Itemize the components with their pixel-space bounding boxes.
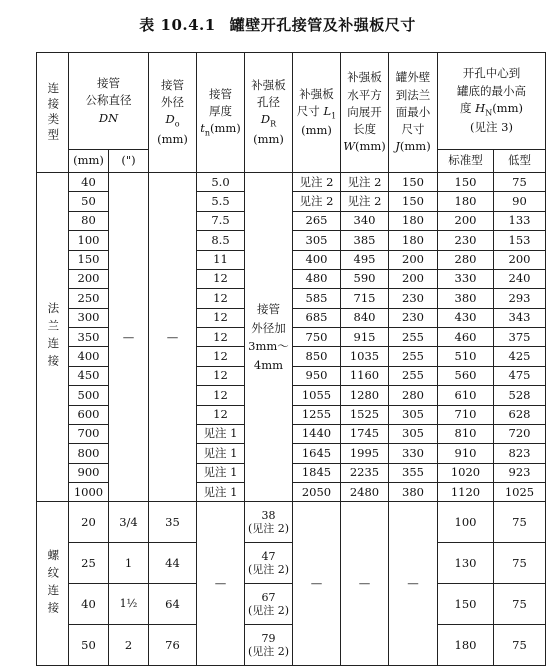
table-cell: 47 (见注 2)	[245, 543, 293, 584]
table-cell: 12	[197, 269, 245, 288]
thread-section	[37, 502, 546, 666]
table-cell: 1645	[293, 444, 341, 463]
flange-type-label: 法兰连接	[37, 173, 69, 502]
table-cell: 810	[438, 424, 494, 443]
table-cell: 250	[69, 289, 109, 308]
table-cell: 230	[389, 308, 438, 327]
table-cell: 见注 2	[293, 192, 341, 211]
table-cell: 528	[494, 386, 546, 405]
table-cell: 12	[197, 405, 245, 424]
header-plate-width: 补强板 水平方 向展开 长度 W(mm)	[341, 53, 389, 173]
table-cell: 1035	[341, 347, 389, 366]
table-cell: 430	[438, 308, 494, 327]
flange-inch-dash: —	[109, 173, 149, 502]
table-cell: 133	[494, 211, 546, 230]
thread-j-dash: —	[389, 502, 438, 666]
table-cell: 7.5	[197, 211, 245, 230]
table-cell: 910	[438, 444, 494, 463]
table-cell: 见注 2	[341, 192, 389, 211]
table-cell: 305	[389, 424, 438, 443]
table-cell: 8.5	[197, 231, 245, 250]
table-cell: 200	[389, 269, 438, 288]
table-cell: 150	[389, 192, 438, 211]
table-cell: 75	[494, 502, 546, 543]
table-cell: 90	[494, 192, 546, 211]
table-cell: 585	[293, 289, 341, 308]
table-cell: 500	[69, 386, 109, 405]
flange-hole-common: 接管 外径加 3mm～ 4mm	[245, 173, 293, 502]
table-cell: 130	[438, 543, 494, 584]
table-cell: 240	[494, 269, 546, 288]
table-cell: 75	[494, 543, 546, 584]
table-cell: 5.0	[197, 173, 245, 192]
table-cell: 385	[341, 231, 389, 250]
table-cell: 见注 1	[197, 483, 245, 502]
header-od: 接管 外径 $D_o$ (mm)	[149, 53, 197, 173]
table-cell: 180	[438, 192, 494, 211]
table-cell: 450	[69, 366, 109, 385]
table-cell: 1120	[438, 483, 494, 502]
table-cell: 380	[389, 483, 438, 502]
table-cell: 560	[438, 366, 494, 385]
table-number: 表 10.4.1	[139, 16, 216, 34]
table-cell: 2050	[293, 483, 341, 502]
header-low: 低型	[494, 150, 546, 173]
table-cell: 35	[149, 502, 197, 543]
table-cell: 230	[438, 231, 494, 250]
table-cell: 915	[341, 328, 389, 347]
table-cell: 2480	[341, 483, 389, 502]
table-cell: 75	[494, 173, 546, 192]
table-cell: 1	[109, 543, 149, 584]
table-cell: 265	[293, 211, 341, 230]
thread-tn-dash: —	[197, 502, 245, 666]
table-caption: 罐壁开孔接管及补强板尺寸	[229, 16, 416, 34]
table-cell: 180	[389, 211, 438, 230]
table-cell: 750	[293, 328, 341, 347]
table-cell: 1000	[69, 483, 109, 502]
table-cell: 425	[494, 347, 546, 366]
table-cell: 375	[494, 328, 546, 347]
table-cell: 350	[69, 328, 109, 347]
table-cell: 300	[69, 308, 109, 327]
table-cell: 38 (见注 2)	[245, 502, 293, 543]
table-cell: 40	[69, 584, 109, 625]
table-cell: 见注 1	[197, 463, 245, 482]
table-cell: 44	[149, 543, 197, 584]
header-min-height: 开孔中心到 罐底的最小高 度 $H_N(mm)$ (见注 3)	[438, 53, 546, 150]
thread-w-dash: —	[341, 502, 389, 666]
table-cell: 1½	[109, 584, 149, 625]
table-cell: 710	[438, 405, 494, 424]
table-cell: 255	[389, 347, 438, 366]
table-cell: 380	[438, 289, 494, 308]
table-cell: 475	[494, 366, 546, 385]
table-cell: 5.5	[197, 192, 245, 211]
table-cell: 20	[69, 502, 109, 543]
table-cell: 80	[69, 211, 109, 230]
table-cell: 100	[69, 231, 109, 250]
table-cell: 1995	[341, 444, 389, 463]
pipe-nozzle-table	[36, 52, 546, 666]
header-thickness: 接管 厚度 $t_n(mm)$	[197, 53, 245, 173]
header-unit-inch: (")	[109, 150, 149, 173]
table-cell: 600	[69, 405, 109, 424]
table-cell: 2235	[341, 463, 389, 482]
thread-type-label: 螺纹连接	[37, 502, 69, 666]
table-cell: 495	[341, 250, 389, 269]
table-cell: 见注 1	[197, 444, 245, 463]
table-cell: 1845	[293, 463, 341, 482]
table-cell: 153	[494, 231, 546, 250]
table-cell: 305	[293, 231, 341, 250]
table-cell: 340	[341, 211, 389, 230]
table-cell: 12	[197, 308, 245, 327]
table-cell: 700	[69, 424, 109, 443]
table-cell: 1255	[293, 405, 341, 424]
table-cell: 3/4	[109, 502, 149, 543]
table-cell: 293	[494, 289, 546, 308]
table-cell: 355	[389, 463, 438, 482]
table-cell: 11	[197, 250, 245, 269]
table-cell: 850	[293, 347, 341, 366]
table-cell: 12	[197, 328, 245, 347]
table-cell: 610	[438, 386, 494, 405]
table-cell: 900	[69, 463, 109, 482]
table-cell: 12	[197, 386, 245, 405]
table-cell: 79 (见注 2)	[245, 625, 293, 666]
table-cell: 180	[438, 625, 494, 666]
table-cell: 1055	[293, 386, 341, 405]
header-standard: 标准型	[438, 150, 494, 173]
table-cell: 50	[69, 625, 109, 666]
table-cell: 见注 1	[197, 424, 245, 443]
table-cell: 见注 2	[293, 173, 341, 192]
header-unit-mm: (mm)	[69, 150, 109, 173]
table-cell: 150	[389, 173, 438, 192]
table-cell: 1280	[341, 386, 389, 405]
table-cell: 1745	[341, 424, 389, 443]
table-cell: 840	[341, 308, 389, 327]
table-cell: 685	[293, 308, 341, 327]
table-cell: 64	[149, 584, 197, 625]
table-cell: 823	[494, 444, 546, 463]
table-cell: 255	[389, 328, 438, 347]
table-cell: 150	[438, 584, 494, 625]
table-cell: 280	[389, 386, 438, 405]
header-flange-distance: 罐外壁 到法兰 面最小 尺寸 J(mm)	[389, 53, 438, 173]
table-cell: 480	[293, 269, 341, 288]
table-cell: 50	[69, 192, 109, 211]
table-cell: 75	[494, 625, 546, 666]
table-cell: 510	[438, 347, 494, 366]
table-cell: 75	[494, 584, 546, 625]
thread-l1-dash: —	[293, 502, 341, 666]
table-cell: 12	[197, 366, 245, 385]
table-cell: 628	[494, 405, 546, 424]
table-cell: 720	[494, 424, 546, 443]
table-header	[37, 53, 546, 173]
table-cell: 12	[197, 289, 245, 308]
table-cell: 590	[341, 269, 389, 288]
table-cell: 950	[293, 366, 341, 385]
table-cell: 76	[149, 625, 197, 666]
table-cell: 330	[389, 444, 438, 463]
table-cell: 230	[389, 289, 438, 308]
table-cell: 200	[438, 211, 494, 230]
table-cell: 67 (见注 2)	[245, 584, 293, 625]
table-cell: 2	[109, 625, 149, 666]
header-conn-type: 连接类型	[37, 53, 69, 173]
table-cell: 200	[494, 250, 546, 269]
flange-od-dash: —	[149, 173, 197, 502]
table-cell: 25	[69, 543, 109, 584]
table-cell: 400	[69, 347, 109, 366]
table-cell: 1440	[293, 424, 341, 443]
table-cell: 343	[494, 308, 546, 327]
table-cell: 12	[197, 347, 245, 366]
table-cell: 200	[69, 269, 109, 288]
table-cell: 400	[293, 250, 341, 269]
table-cell: 1025	[494, 483, 546, 502]
table-title	[0, 14, 555, 35]
table-cell: 715	[341, 289, 389, 308]
header-plate-size: 补强板 尺寸 $L_1$ (mm)	[293, 53, 341, 173]
table-cell: 1020	[438, 463, 494, 482]
table-cell: 100	[438, 502, 494, 543]
table-cell: 40	[69, 173, 109, 192]
table-cell: 150	[69, 250, 109, 269]
table-cell: 180	[389, 231, 438, 250]
table-cell: 150	[438, 173, 494, 192]
header-dn: 接管 公称直径 DN	[69, 53, 149, 150]
table-cell: 见注 2	[341, 173, 389, 192]
table-cell: 280	[438, 250, 494, 269]
flange-section	[37, 173, 546, 502]
table-cell: 255	[389, 366, 438, 385]
table-cell: 1525	[341, 405, 389, 424]
table-cell: 1160	[341, 366, 389, 385]
table-cell: 200	[389, 250, 438, 269]
table-cell: 330	[438, 269, 494, 288]
header-hole-dia: 补强板 孔径 $D_R$ (mm)	[245, 53, 293, 173]
table-cell: 923	[494, 463, 546, 482]
table-cell: 460	[438, 328, 494, 347]
table-cell: 305	[389, 405, 438, 424]
table-cell: 800	[69, 444, 109, 463]
